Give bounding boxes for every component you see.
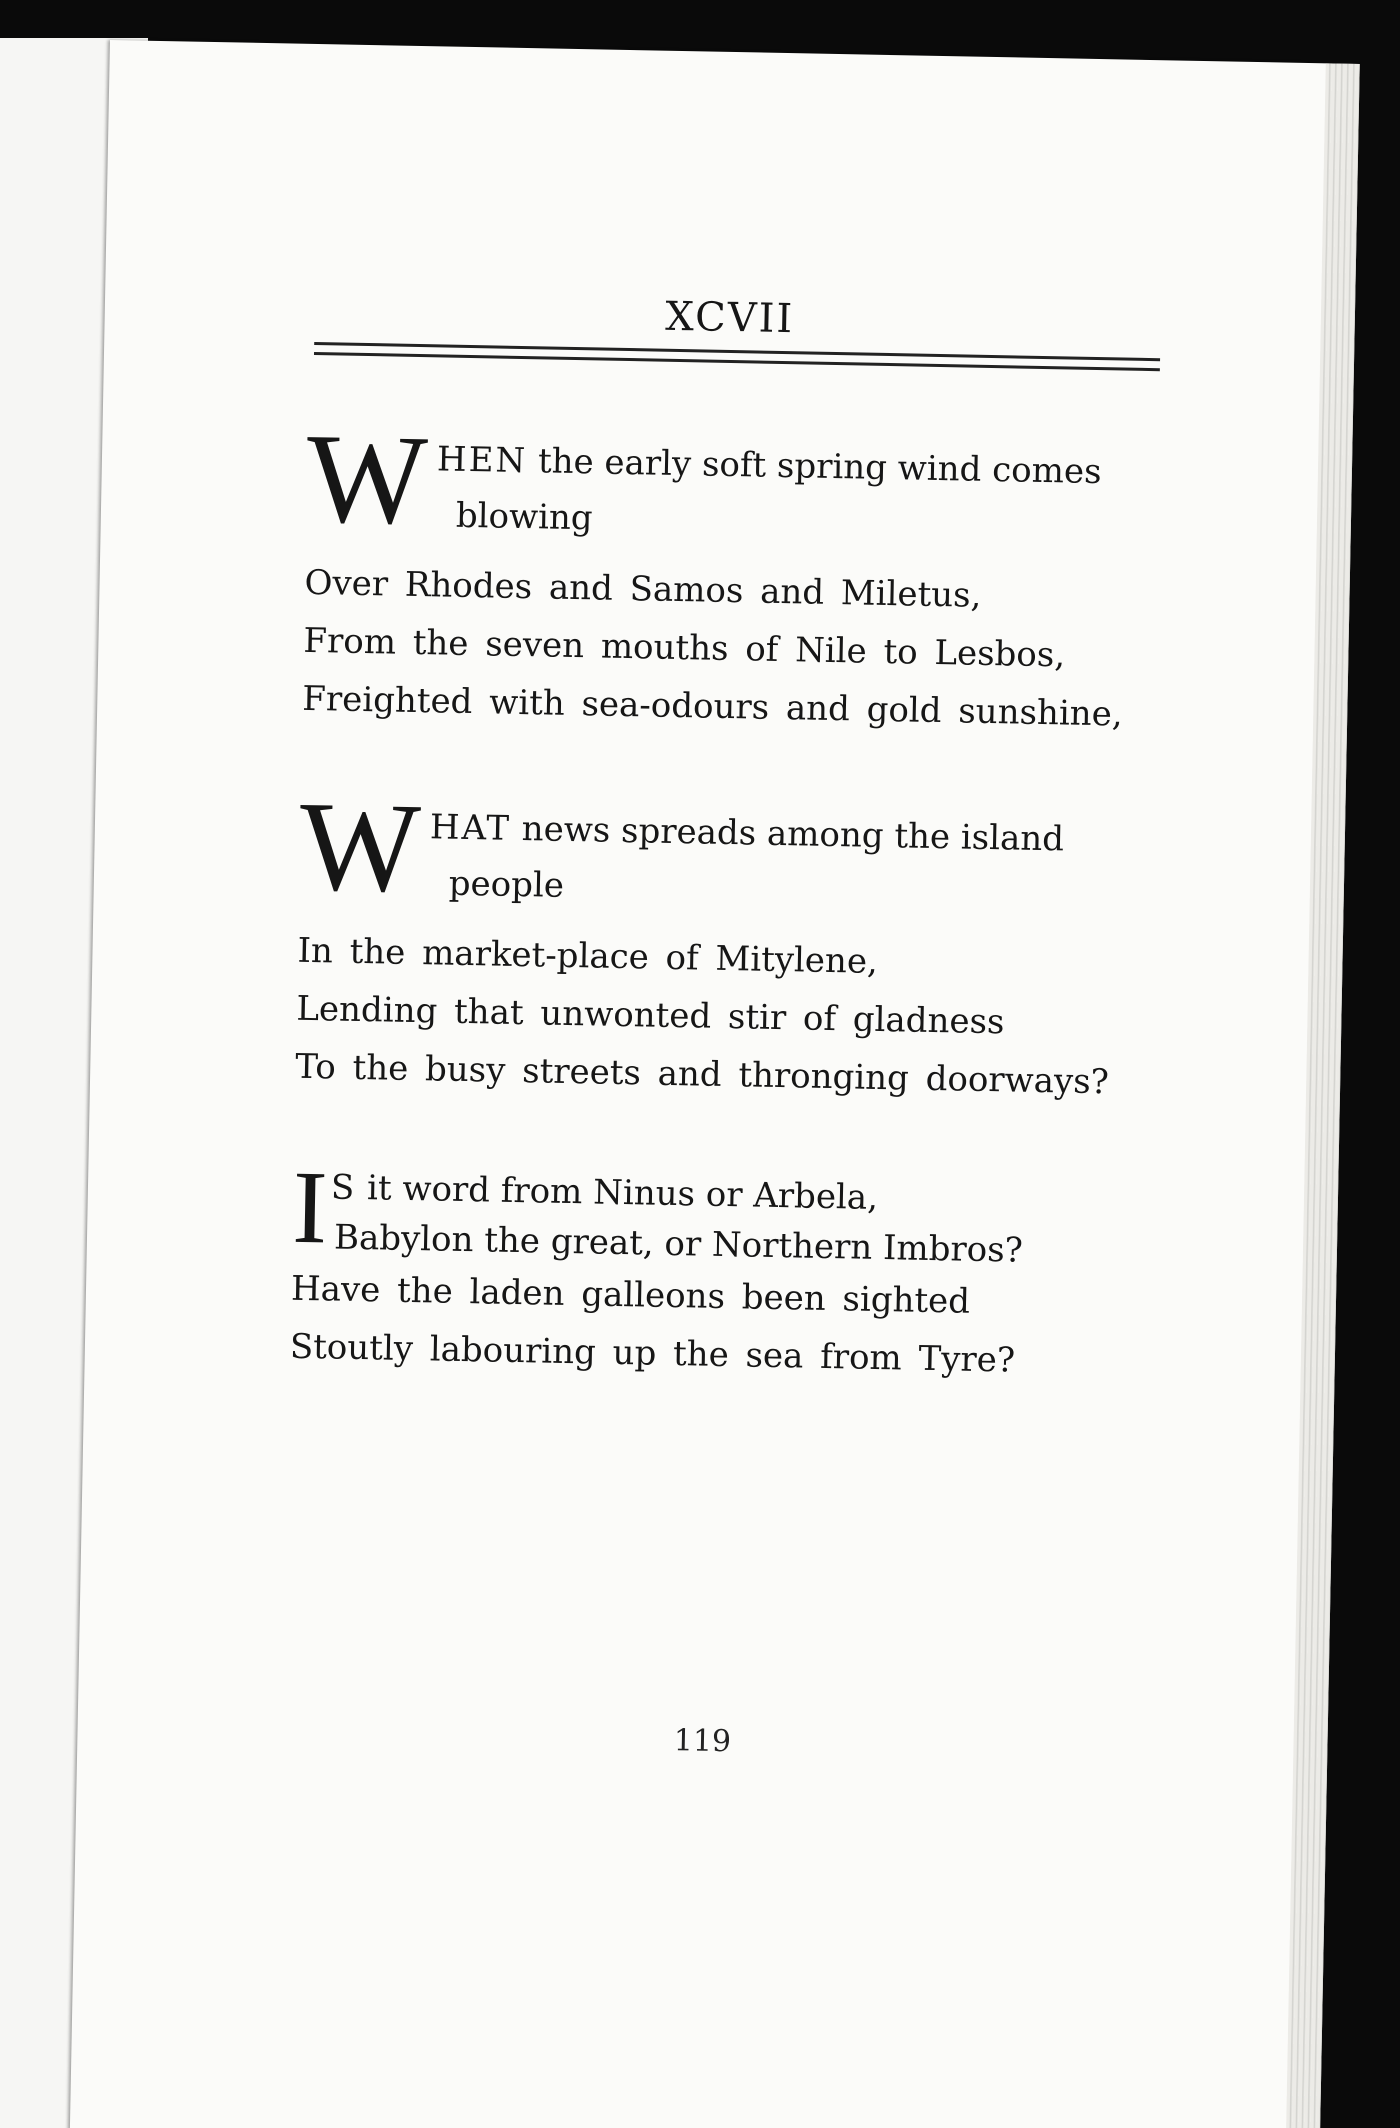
book-page: [69, 40, 1359, 2128]
stanza-lead: [291, 1149, 1194, 1277]
lead-caps: HEN: [436, 439, 528, 482]
page-number: 119: [673, 1723, 732, 1760]
verse-line: Freighted with sea-odours and gold sunshine,: [302, 678, 1123, 735]
lead-continuation: blowing: [455, 495, 594, 539]
verse-line: Have the laden galleons been sighted: [290, 1268, 971, 1322]
verse-line: To the busy streets and thronging doorways?: [294, 1046, 1110, 1103]
lead-caps: HAT: [429, 807, 512, 849]
verse-line: Lending that unwonted stir of gladness: [296, 988, 1005, 1043]
verse-line: Stoutly labouring up the sea from Tyre?: [289, 1326, 1016, 1381]
drop-cap: I: [291, 1149, 329, 1266]
poem-number: XCVII: [664, 293, 795, 343]
stanza-lead: [305, 406, 1207, 571]
drop-cap: W: [298, 774, 422, 920]
lead-line: [331, 1164, 879, 1220]
stanza-3: [289, 1149, 1193, 1393]
stanza-lead: [298, 774, 1200, 939]
lead-text: the early soft spring wind comes: [526, 441, 1102, 493]
lead-line: [437, 436, 1102, 495]
lead-caps: S: [330, 1167, 357, 1208]
page-content: [69, 40, 1359, 2128]
lead-text: it word from Ninus or Arbela,: [355, 1167, 879, 1218]
stanza-2: [294, 774, 1200, 1113]
lead-text: news spreads among the island: [510, 808, 1065, 860]
lead-continuation: Babylon the great, or Northern Imbros?: [333, 1217, 1024, 1271]
verse-line: Over Rhodes and Samos and Miletus,: [304, 562, 982, 616]
lead-line: [430, 804, 1065, 862]
stanza-1: [302, 406, 1207, 745]
drop-cap: W: [305, 406, 429, 552]
verse-line: From the seven mouths of Nile to Lesbos,: [303, 620, 1066, 676]
lead-continuation: people: [448, 863, 565, 906]
verse-line: In the market-place of Mitylene,: [297, 930, 879, 982]
